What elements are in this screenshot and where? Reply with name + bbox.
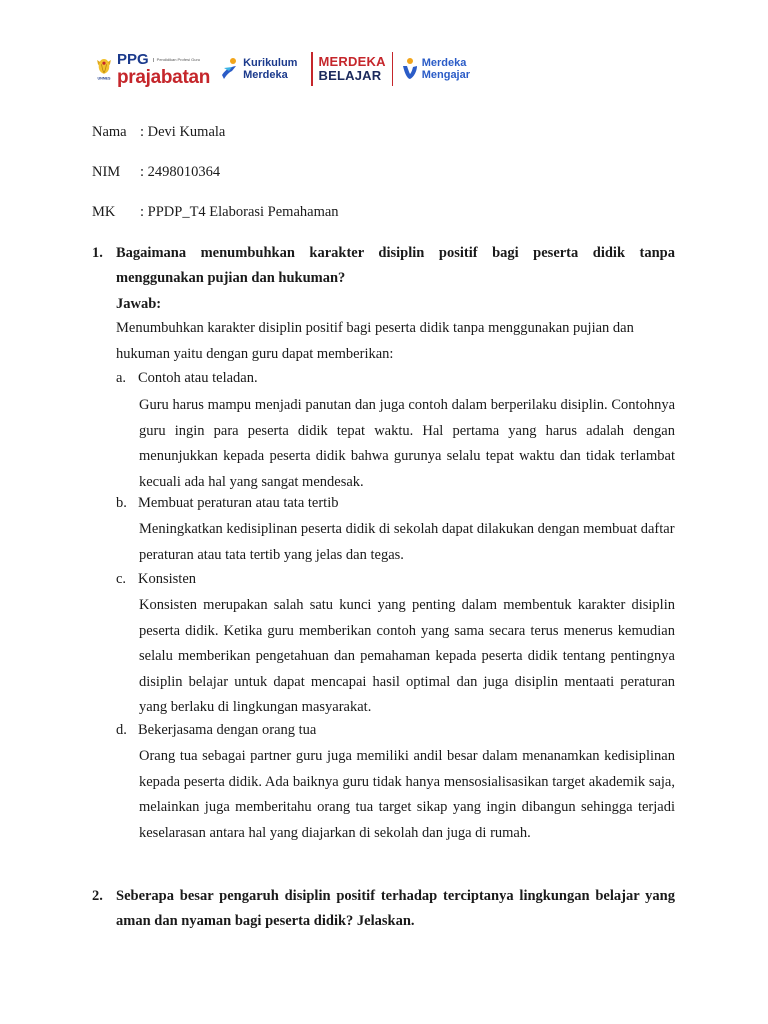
logo-divider — [311, 52, 312, 86]
list-item-a-body: Guru harus mampu menjadi panutan dan juga contoh dalam berperilaku disiplin. Contohnya guru ingin para peserta didik tepat waktu. Hal pertama yang harus adalah dengan menunjukkan kepada peserta didik bahwa gurunya selalu tepat waktu dan tidak terlambat kecuali ada hal yang sangat mendesak. — [139, 397, 675, 490]
kurikulum-icon — [220, 57, 240, 81]
merdeka-mengajar-logo — [401, 57, 470, 81]
nim-label: NIM — [92, 164, 121, 180]
question-1 — [92, 241, 675, 291]
info-nama — [92, 124, 225, 141]
mengajar-bottom: Mengajar — [421, 69, 471, 81]
list-item-c-body: Konsisten merupakan salah satu kunci yang penting dalam membentuk karakter disiplin peserta didik. Ketika guru memberikan contoh yang sama secara terus menerus kemudian selalu memberikan pengetahuan dan pemahaman kepada peserta didik tentang pentingnya disiplin belajar untuk dapat mencapai hasil optimal dan juga disiplin mentaati peraturan yang berlaku di lingkungan masyarakat. — [139, 597, 675, 715]
list-letter: b. — [116, 495, 127, 511]
list-title: Bekerjasama dengan orang tua — [138, 722, 317, 738]
question-number: 2. — [92, 888, 103, 904]
merdeka-top: MERDEKA — [318, 54, 386, 69]
list-letter: c. — [116, 571, 127, 587]
question-text: Seberapa besar pengaruh disiplin positif terhadap terciptanya lingkungan belajar yang aman dan nyaman bagi peserta didik? Jelaskan. — [116, 888, 675, 929]
list-item-b-body: Meningkatkan kedisiplinan peserta didik di sekolah dapat dilakukan dengan membuat daftar peraturan atau tata tertib yang jelas dan tegas. — [139, 521, 675, 563]
nama-value: : Devi Kumala — [140, 124, 226, 140]
nim-value: : 2498010364 — [140, 164, 221, 180]
mengajar-top: Merdeka — [421, 57, 467, 69]
header-logos — [95, 44, 470, 94]
list-item-d-title — [116, 722, 316, 739]
kurikulum-subtitle: Merdeka — [243, 69, 288, 81]
list-item-c-title — [116, 571, 196, 588]
question-number: 1. — [92, 245, 103, 261]
question-text: Bagaimana menumbuhkan karakter disiplin positif bagi peserta didik tanpa menggunakan pujian dan hukuman? — [116, 245, 675, 286]
list-letter: d. — [116, 722, 127, 738]
ppg-prajabatan-logo — [117, 51, 210, 87]
list-letter: a. — [116, 370, 127, 386]
kurikulum-title: Kurikulum — [243, 57, 298, 69]
ppg-text: PPG — [116, 51, 149, 68]
answer-label: Jawab: — [116, 296, 162, 312]
list-item-d-body: Orang tua sebagai partner guru juga memiliki andil besar dalam menanamkan kedisiplinan kepada peserta didik. Ada baiknya guru tidak hanya mensosialisasikan target akademik saja, melainkan juga memberitahu orang tua target sikap yang ingin dibangun sehingga terjadi keselarasan antara hal yang diajarkan di sekolah dan juga di rumah. — [139, 748, 675, 841]
list-title: Contoh atau teladan. — [138, 370, 258, 386]
prajabatan-text: prajabatan — [116, 67, 211, 88]
logo-divider — [392, 52, 393, 86]
list-title: Membuat peraturan atau tata tertib — [138, 495, 339, 511]
belajar-bottom: BELAJAR — [318, 68, 382, 83]
info-mk — [92, 204, 339, 221]
list-title: Konsisten — [138, 571, 196, 587]
merdeka-belajar-logo — [319, 55, 386, 83]
mk-label: MK — [92, 204, 116, 220]
answer-intro: Menumbuhkan karakter disiplin positif bagi peserta didik tanpa menggunakan pujian dan hukuman yaitu dengan guru dapat memberikan: — [116, 320, 634, 362]
ppg-subtitle: Pendidikan Profesi Guru — [153, 58, 200, 62]
unnes-caption: UNNES — [97, 76, 111, 81]
list-item-b-title — [116, 495, 339, 512]
question-2 — [92, 884, 675, 934]
unnes-logo-icon — [95, 46, 113, 92]
nama-label: Nama — [92, 124, 127, 140]
info-nim — [92, 164, 220, 181]
mengajar-icon — [401, 57, 419, 81]
kurikulum-merdeka-logo — [220, 57, 297, 81]
mk-value: : PPDP_T4 Elaborasi Pemahaman — [140, 204, 339, 220]
list-item-a-title — [116, 370, 258, 387]
